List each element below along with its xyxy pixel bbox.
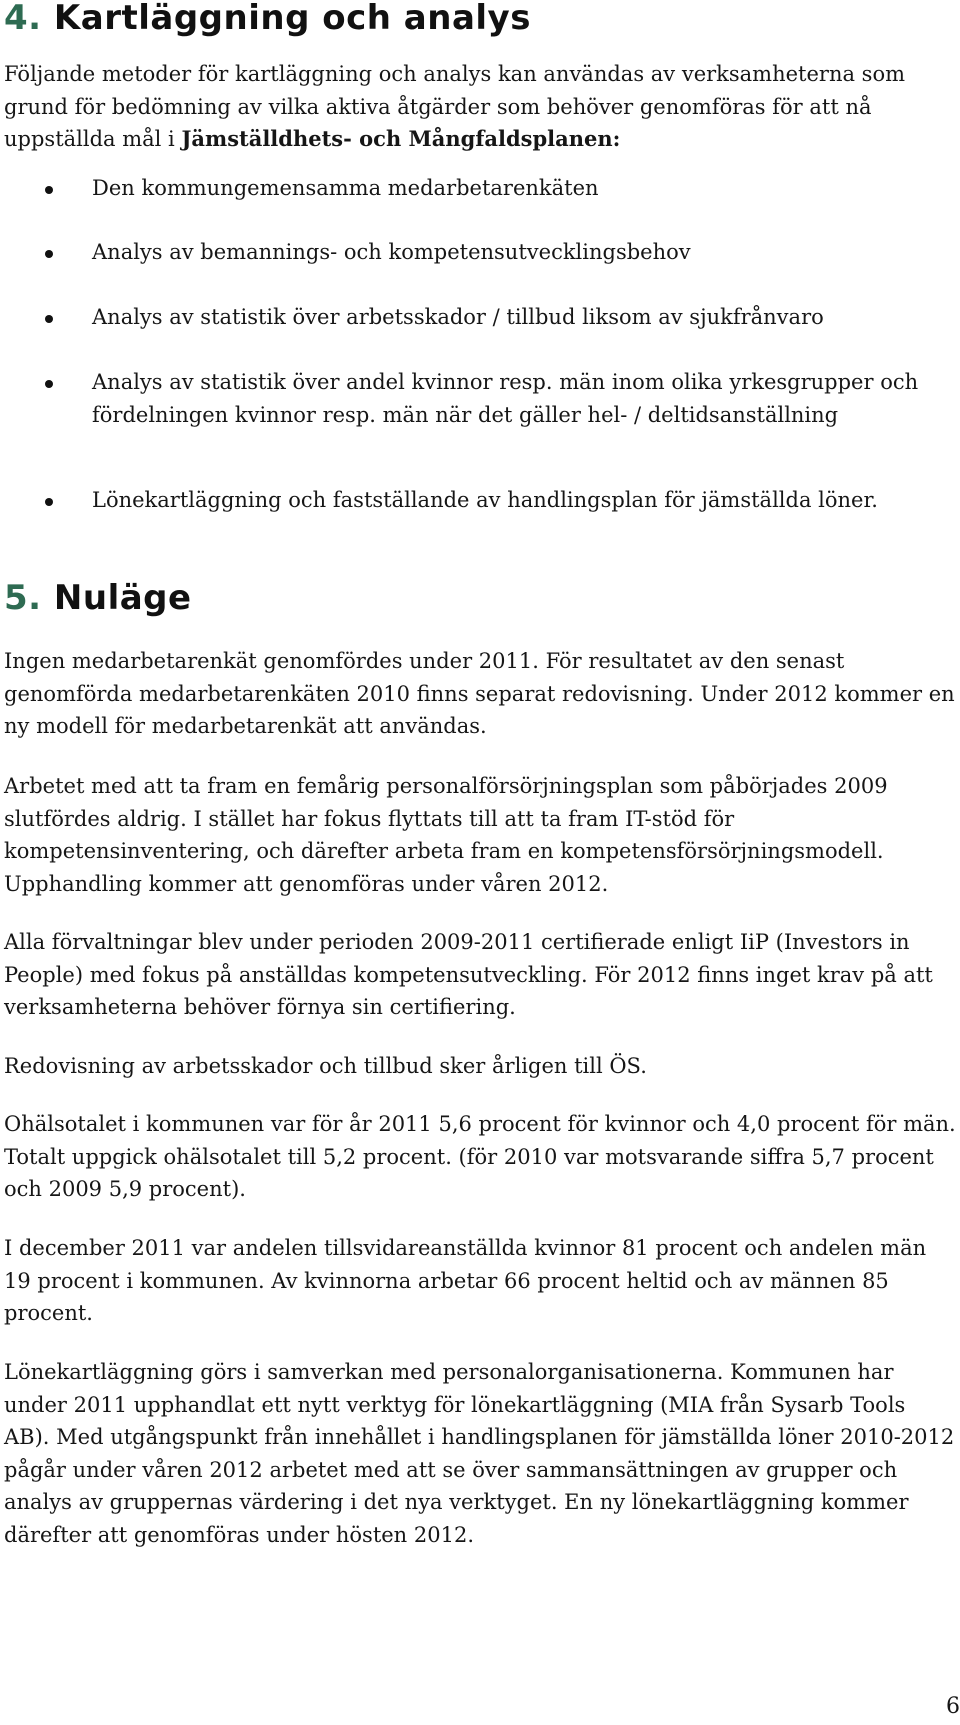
section-4-number: 4.	[4, 0, 42, 38]
paragraph: Arbetet med att ta fram en femårig personalförsörjningsplan som påbörjades 2009 slutfördes aldrig. I stället har fokus flyttats till att ta fram IT-stöd för kompetensinventering, och därefter arbeta fram en kompetensförsörjningsmodell. Upphandling kommer att genomföras under våren 2012.	[4, 774, 888, 896]
bullet-icon	[45, 315, 53, 323]
list-item-text: Lönekartläggning och fastställande av handlingsplan för jämställda löner.	[92, 488, 878, 512]
intro-text: Följande metoder för kartläggning och analys kan användas av verksamheterna som grund för bedömning av vilka aktiva åtgärder som behöver genomföras för att nå uppställda mål i	[4, 62, 906, 151]
section-5-title: Nuläge	[53, 578, 192, 618]
section-4-title: Kartläggning och analys	[53, 0, 531, 38]
list-item-text: Den kommungemensamma medarbetarenkäten	[92, 176, 599, 200]
paragraph: Alla förvaltningar blev under perioden 2009-2011 certifierade enligt IiP (Investors in People) med fokus på anställdas kompetensutveckling. För 2012 finns inget krav på att verksamheterna behöver förnya sin certifiering.	[4, 930, 933, 1019]
section-4-intro	[4, 58, 956, 156]
section-5-heading	[4, 578, 192, 618]
bullet-icon	[45, 186, 53, 194]
intro-plan-name: Jämställdhets- och Mångfaldsplanen:	[181, 126, 621, 151]
paragraph: Redovisning av arbetsskador och tillbud sker årligen till ÖS.	[4, 1054, 647, 1078]
paragraph: Ohälsotalet i kommunen var för år 2011 5,6 procent för kvinnor och 4,0 procent för män. Totalt uppgick ohälsotalet till 5,2 procent. (för 2010 var motsvarande siffra 5,7 procent och 2009 5,9 procent).	[4, 1112, 956, 1201]
paragraph: Lönekartläggning görs i samverkan med personalorganisationerna. Kommunen har under 2011 upphandlat ett nytt verktyg för lönekartläggning (MIA från Sysarb Tools AB). Med utgångspunkt från innehållet i handlingsplanen för jämställda löner 2010-2012 pågår under våren 2012 arbetet med att se över sammansättningen av grupper och analys av gruppernas värdering i det nya verktyget. En ny lönekartläggning kommer därefter att genomföras under hösten 2012.	[4, 1360, 955, 1547]
paragraph: Ingen medarbetarenkät genomfördes under 2011. För resultatet av den senast genomförda medarbetarenkäten 2010 finns separat redovisning. Under 2012 kommer en ny modell för medarbetarenkät att användas.	[4, 649, 955, 738]
paragraph: I december 2011 var andelen tillsvidareanställda kvinnor 81 procent och andelen män 19 procent i kommunen. Av kvinnorna arbetar 66 procent heltid och av männen 85 procent.	[4, 1236, 927, 1325]
page-number: 6	[946, 1694, 960, 1719]
list-item-text: Analys av bemannings- och kompetensutvecklingsbehov	[92, 240, 691, 264]
list-item-text: Analys av statistik över arbetsskador / tillbud liksom av sjukfrånvaro	[92, 305, 824, 329]
section-4-heading	[4, 0, 531, 38]
bullet-icon	[45, 380, 53, 388]
bullet-icon	[45, 250, 53, 258]
bullet-icon	[45, 498, 53, 506]
section-5-number: 5.	[4, 578, 42, 618]
list-item-text: Analys av statistik över andel kvinnor resp. män inom olika yrkesgrupper och fördelningen kvinnor resp. män när det gäller hel- / deltidsanställning	[92, 370, 919, 427]
